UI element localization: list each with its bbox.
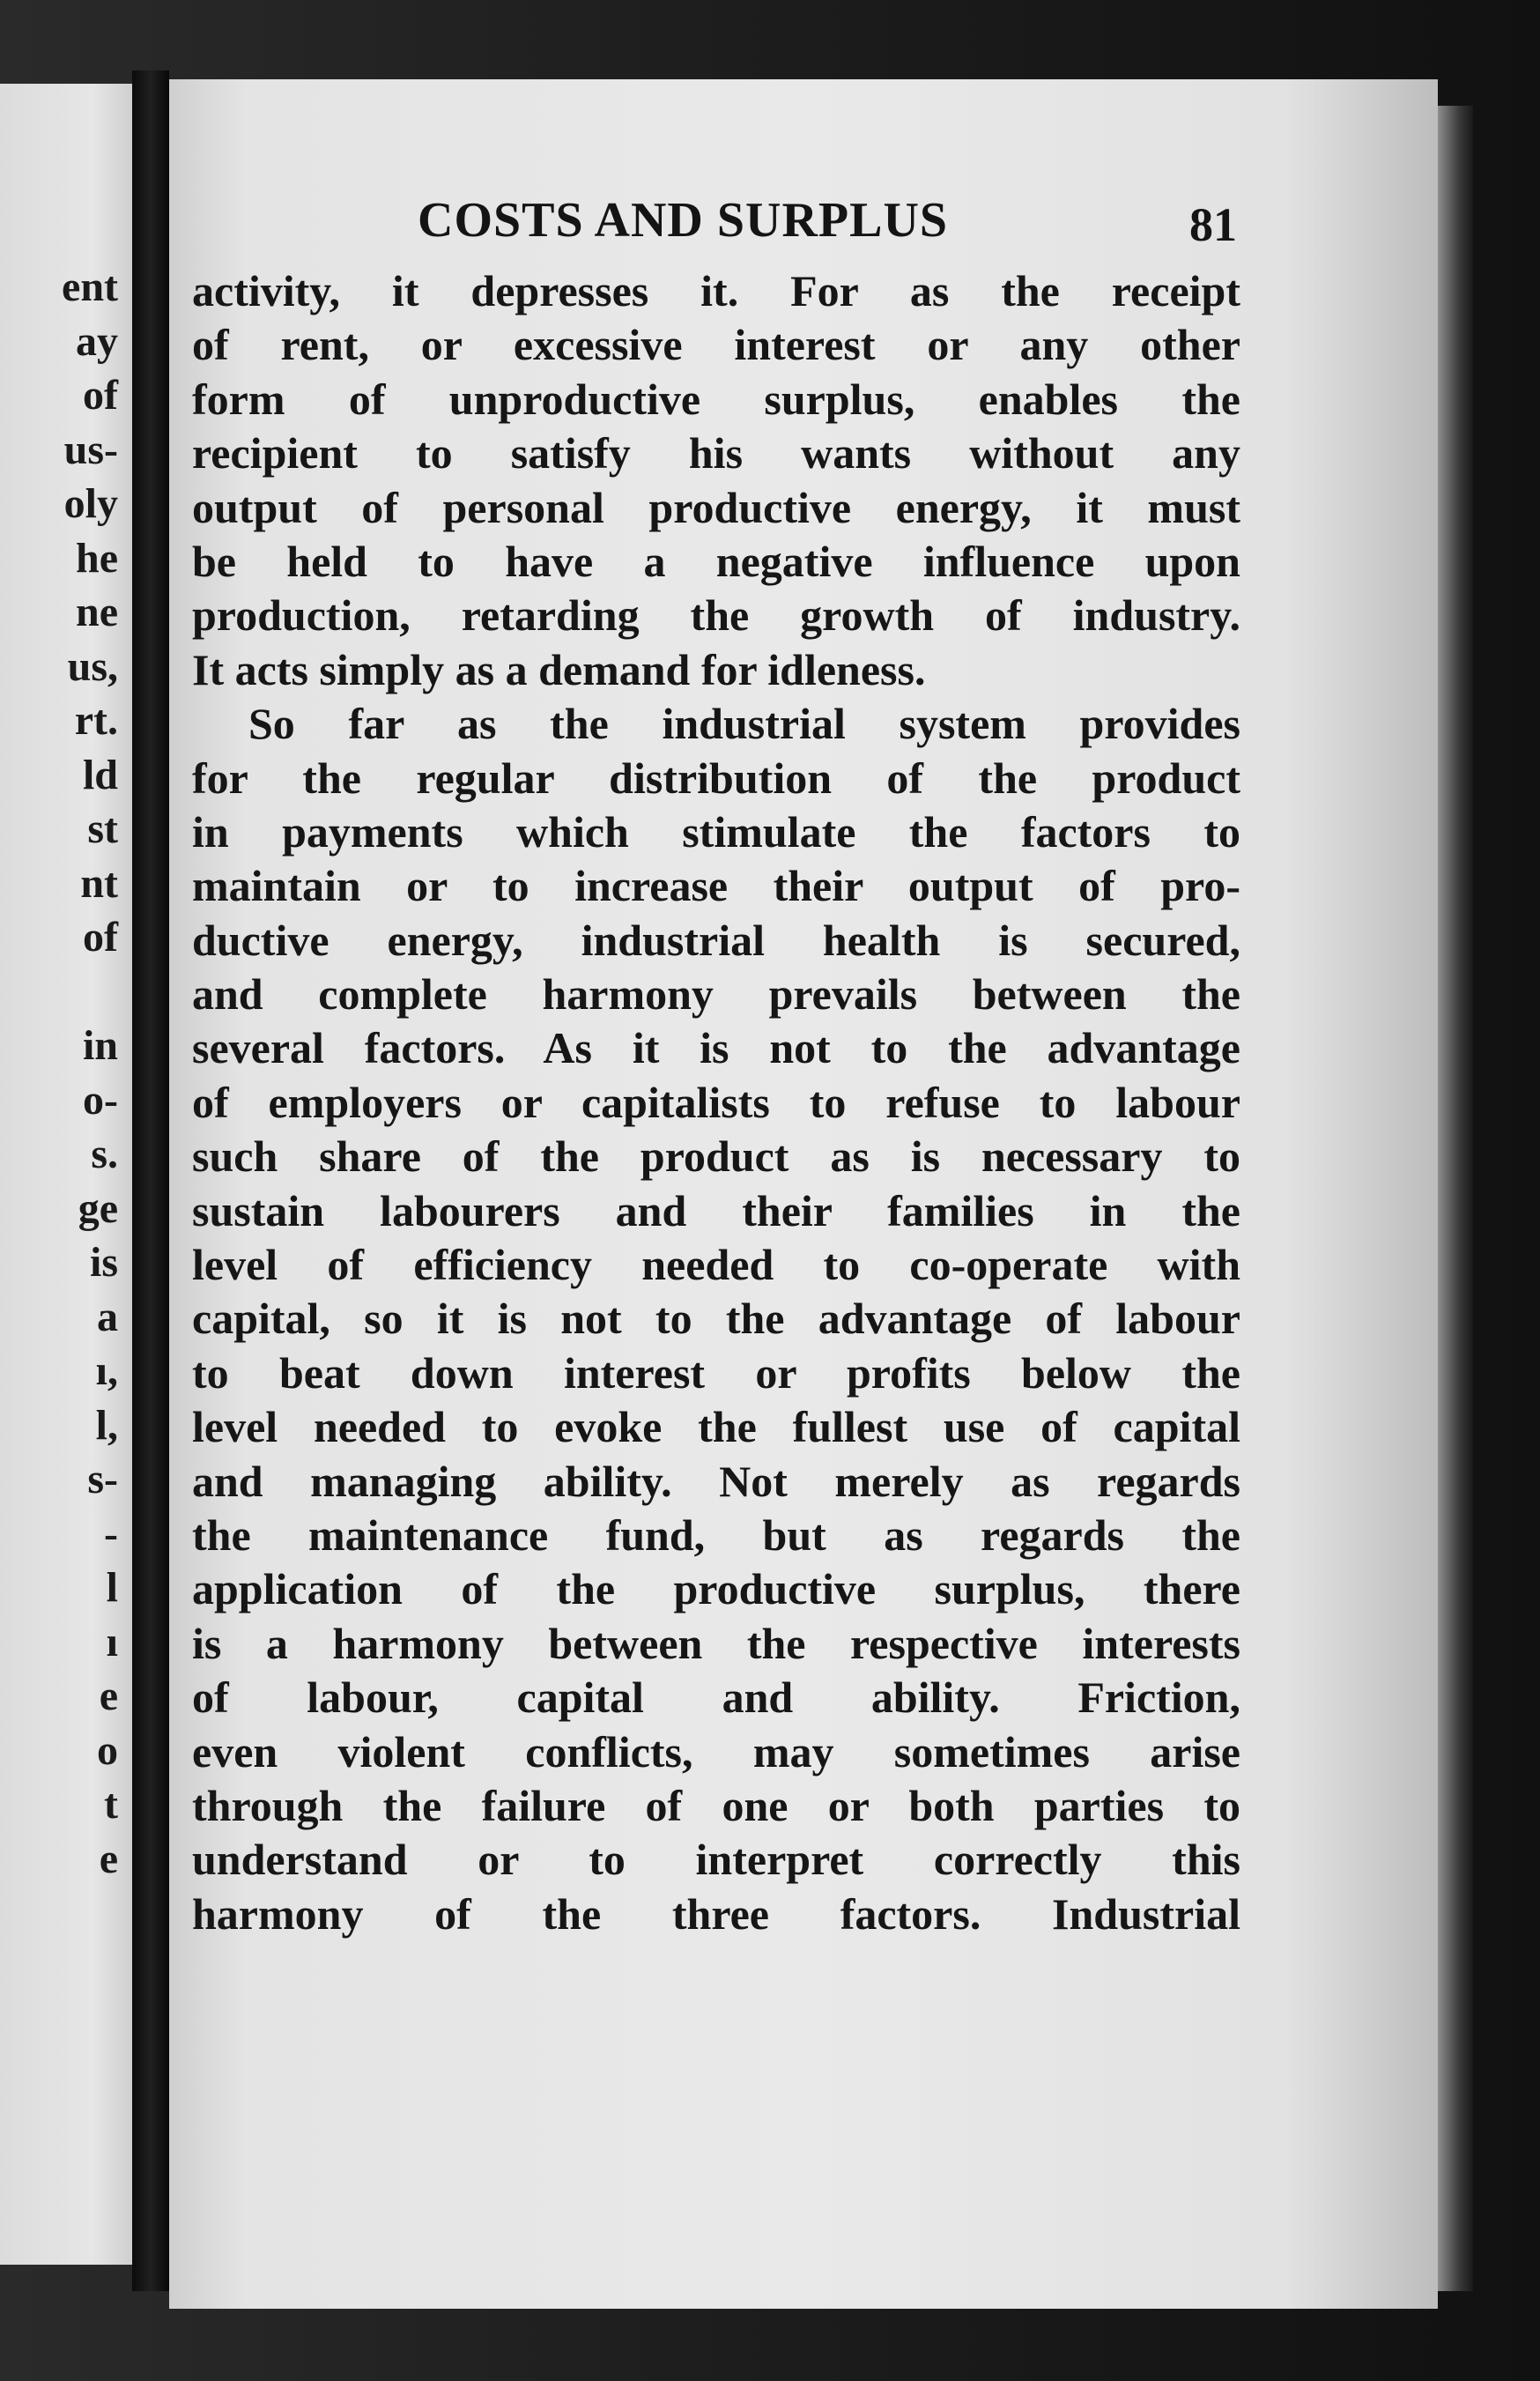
- facing-line: ne: [76, 589, 118, 635]
- text-line: such share of the product as is necessary to: [192, 1131, 1240, 1182]
- text-line: of employers or capitalists to refuse to labour: [192, 1077, 1240, 1127]
- facing-line: ge: [78, 1184, 118, 1232]
- page-edge-shadow: [1438, 106, 1473, 2291]
- text-line: and managing ability. Not merely as regards: [192, 1456, 1240, 1506]
- facing-line: ı,: [95, 1347, 118, 1394]
- facing-line: ld: [82, 751, 118, 798]
- facing-page-fragment: [0, 84, 132, 2265]
- text-line: ductive energy, industrial health is secured,: [192, 915, 1240, 965]
- facing-line: he: [76, 534, 118, 582]
- text-line: the maintenance fund, but as regards the: [192, 1509, 1240, 1560]
- facing-line: of: [83, 914, 118, 961]
- facing-line: t: [104, 1781, 118, 1828]
- body-text: [192, 264, 1240, 1941]
- text-line: output of personal productive energy, it must: [192, 482, 1240, 532]
- facing-line: e: [99, 1673, 118, 1719]
- running-title: COSTS AND SURPLUS: [418, 193, 949, 248]
- facing-page-text: [62, 260, 118, 1886]
- facing-line: o: [97, 1726, 118, 1774]
- facing-line: us,: [67, 642, 118, 690]
- facing-line: [62, 965, 118, 1020]
- facing-line: ent: [62, 263, 118, 310]
- facing-line: s.: [91, 1131, 118, 1177]
- facing-line: oly: [63, 480, 118, 527]
- facing-line: l,: [95, 1401, 118, 1449]
- paragraph-start-line: So far as the industrial system provides: [248, 699, 1240, 749]
- facing-line: in: [82, 1022, 118, 1069]
- facing-line: a: [97, 1293, 118, 1340]
- facing-line: is: [89, 1239, 118, 1286]
- facing-line: ı: [106, 1618, 118, 1665]
- facing-line: o-: [83, 1076, 118, 1124]
- text-line: in payments which stimulate the factors to: [192, 806, 1240, 857]
- text-line: of rent, or excessive interest or any other: [192, 320, 1240, 370]
- facing-line: e: [99, 1835, 118, 1882]
- text-line: and complete harmony prevails between the: [192, 969, 1240, 1020]
- text-line: recipient to satisfy his wants without any: [192, 428, 1240, 478]
- text-line: level of efficiency needed to co-operate with: [192, 1240, 1240, 1290]
- text-line: It acts simply as a demand for idleness.: [192, 644, 926, 694]
- text-line: of labour, capital and ability. Friction,: [192, 1673, 1240, 1723]
- facing-line: of: [83, 372, 118, 419]
- facing-line: st: [87, 805, 118, 852]
- facing-line: s-: [87, 1456, 118, 1502]
- facing-line: rt.: [74, 697, 118, 744]
- facing-line: nt: [80, 859, 118, 907]
- text-line: activity, it depresses it. For as the receipt: [192, 266, 1240, 315]
- text-line: level needed to evoke the fullest use of capital: [192, 1402, 1240, 1452]
- text-line: through the failure of one or both parties to: [192, 1780, 1240, 1830]
- text-line: form of unproductive surplus, enables the: [192, 374, 1240, 424]
- text-line: production, retarding the growth of industry.: [192, 590, 1240, 641]
- page-number: 81: [1189, 198, 1237, 251]
- text-line: application of the productive surplus, there: [192, 1564, 1240, 1614]
- text-line: for the regular distribution of the product: [192, 753, 1240, 803]
- facing-line: ay: [76, 317, 118, 365]
- text-line: maintain or to increase their output of pro-: [192, 861, 1240, 911]
- text-line: to beat down interest or profits below the: [192, 1347, 1240, 1398]
- text-line: sustain labourers and their families in the: [192, 1185, 1240, 1235]
- facing-line: -: [104, 1509, 118, 1557]
- text-line: understand or to interpret correctly this: [192, 1835, 1240, 1885]
- text-line: several factors. As it is not to the advantage: [192, 1023, 1240, 1073]
- text-line: be held to have a negative influence upon: [192, 536, 1240, 586]
- text-line: capital, so it is not to the advantage of labour: [192, 1294, 1240, 1344]
- text-line: is a harmony between the respective interests: [192, 1618, 1240, 1668]
- text-line: harmony of the three factors. Industrial: [192, 1888, 1240, 1939]
- text-line: even violent conflicts, may sometimes arise: [192, 1726, 1240, 1776]
- facing-line: us-: [63, 426, 118, 473]
- book-gutter: [132, 70, 169, 2291]
- facing-line: l: [106, 1564, 118, 1611]
